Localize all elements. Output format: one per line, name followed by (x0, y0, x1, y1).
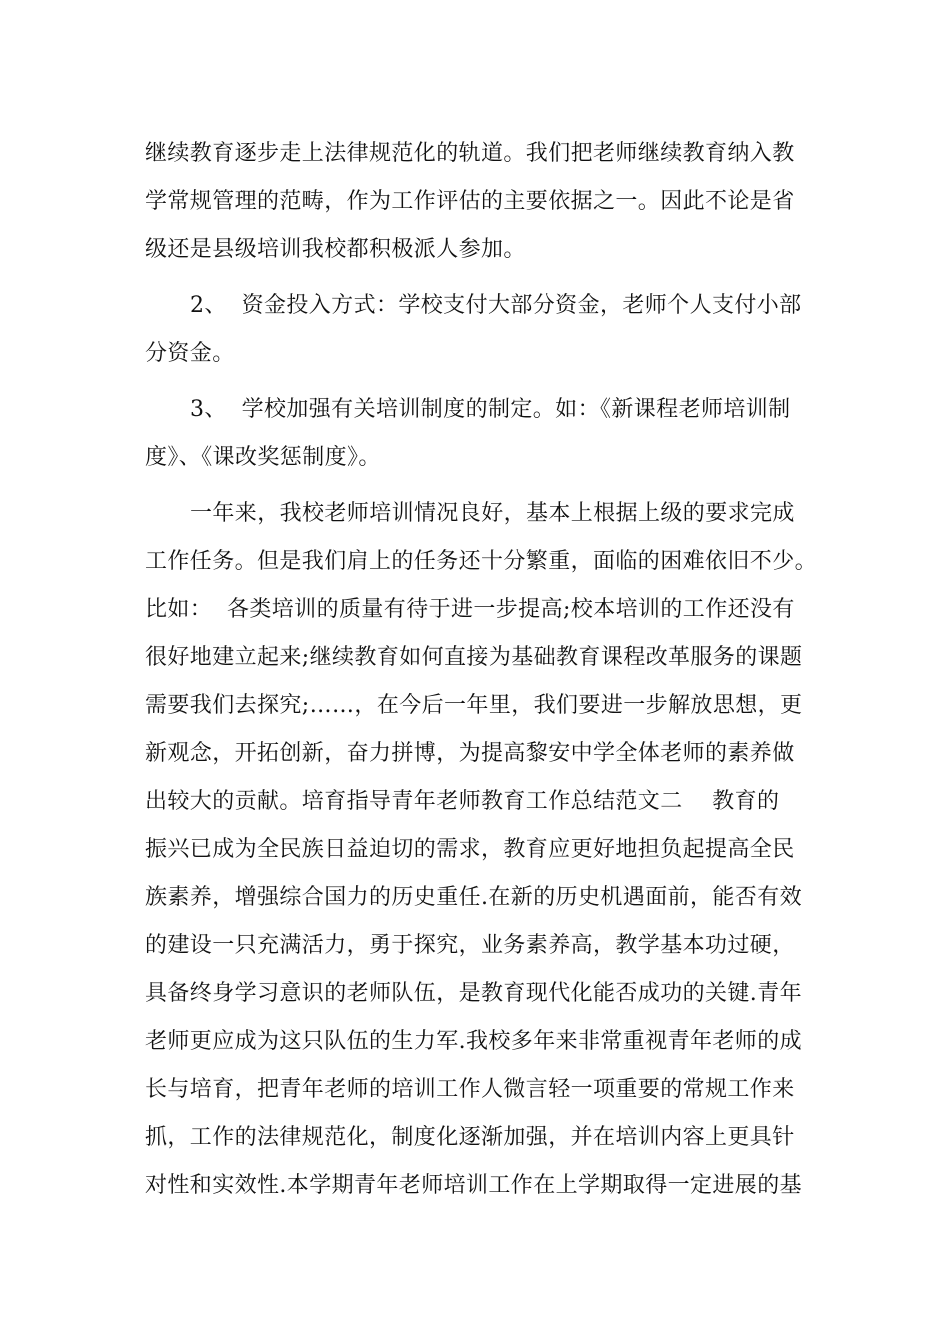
text-line: 级还是县级培训我校都积极派人参加。 (145, 237, 526, 262)
text-line: 老师更应成为这只队伍的生力军.我校多年来非常重视青年老师的成 (145, 1029, 802, 1054)
text-line: 振兴已成为全民族日益迫切的需求，教育应更好地担负起提高全民 (145, 837, 795, 862)
text-line: 出较大的贡献。培育指导青年老师教育工作总结范文二 教育的 (145, 789, 780, 814)
text-line: 对性和实效性.本学期青年老师培训工作在上学期取得一定进展的基 (145, 1173, 802, 1198)
text-line: 族素养，增强综合国力的历史重任.在新的历史机遇面前，能否有效 (145, 885, 802, 910)
text-line: 长与培育，把青年老师的培训工作人微言轻一项重要的常规工作来 (145, 1077, 795, 1102)
text-line: 分资金。 (145, 341, 235, 366)
text-line: 3、 学校加强有关培训制度的制定。如：《新课程老师培训制 (190, 397, 791, 422)
text-line: 度》、《课改奖惩制度》。 (145, 445, 381, 470)
text-line: 一年来，我校老师培训情况良好，基本上根据上级的要求完成 (190, 501, 795, 526)
text-line: 继续教育逐步走上法律规范化的轨道。我们把老师继续教育纳入教 (145, 141, 795, 166)
text-line: 工作任务。但是我们肩上的任务还十分繁重，面临的困难依旧不少。 (145, 549, 818, 574)
text-line: 比如： 各类培训的质量有待于进一步提高;校本培训的工作还没有 (145, 597, 795, 622)
text-line: 学常规管理的范畴，作为工作评估的主要依据之一。因此不论是省 (145, 189, 795, 214)
text-line: 的建设一只充满活力，勇于探究，业务素养高，教学基本功过硬， (145, 933, 795, 958)
text-line: 2、 资金投入方式：学校支付大部分资金，老师个人支付小部 (190, 293, 802, 318)
text-line: 具备终身学习意识的老师队伍，是教育现代化能否成功的关键.青年 (145, 981, 802, 1006)
text-line: 很好地建立起来;继续教育如何直接为基础教育课程改革服务的课题 (145, 645, 803, 670)
text-line: 抓，工作的法律规范化，制度化逐渐加强，并在培训内容上更具针 (145, 1125, 795, 1150)
text-line: 新观念，开拓创新，奋力拼博，为提高黎安中学全体老师的素养做 (145, 741, 795, 766)
text-line: 需要我们去探究;……，在今后一年里，我们要进一步解放思想，更 (145, 693, 803, 718)
